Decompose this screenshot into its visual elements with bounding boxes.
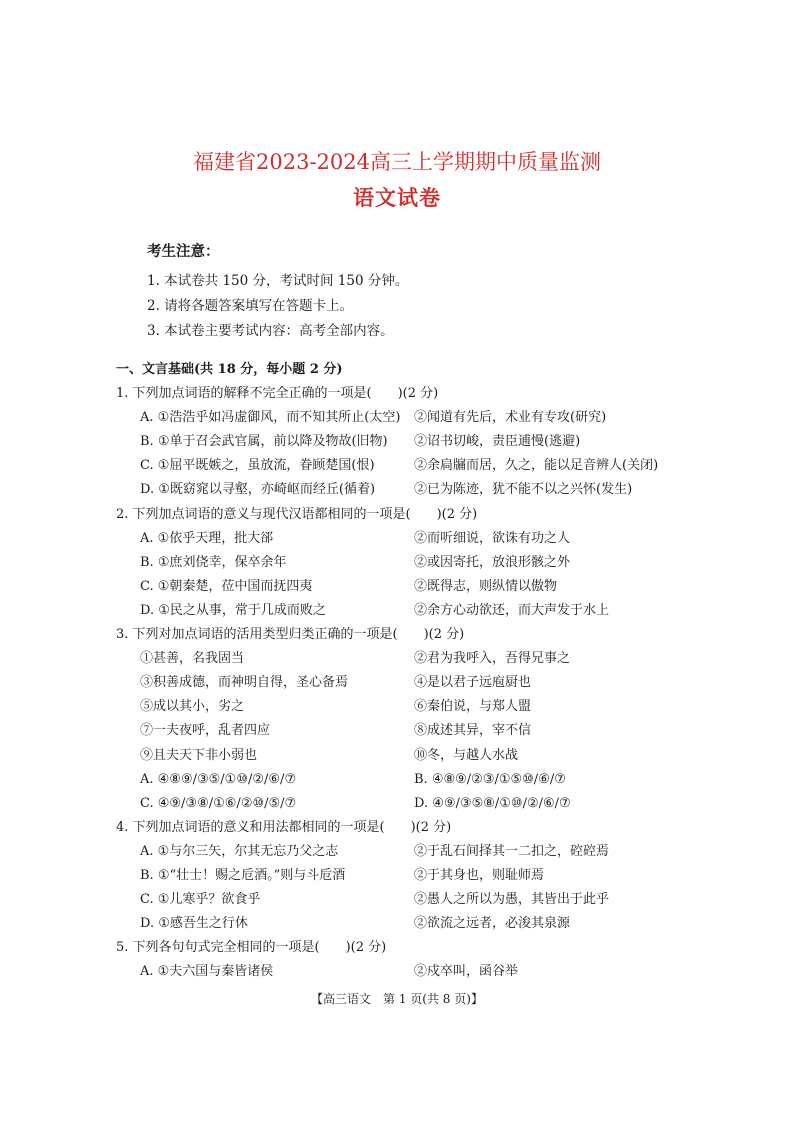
option-right: ②闻道有先后，术业有专攻(研究)	[414, 410, 607, 426]
option-left: D. ①既窈窕以寻壑，亦崎岖而经丘(循着)	[140, 482, 376, 498]
option-right: ②愚人之所以为愚，其皆出于此乎	[414, 892, 610, 908]
option-right: ④是以君子远庖厨也	[414, 675, 532, 691]
option-right: ⑧成述其异，宰不信	[414, 723, 532, 739]
question-3-option-row	[116, 768, 676, 792]
exam-subtitle: 语文试卷	[353, 185, 441, 210]
option-right: ⑥秦伯说，与郑人盟	[414, 699, 532, 715]
option-left: A. ④⑧⑨/③⑤/①⑩/②/⑥/⑦	[140, 771, 297, 787]
question-4-option-row	[116, 840, 676, 864]
notice-item-2: 2. 请将各题答案填写在答题卡上。	[147, 298, 354, 314]
question-content	[116, 358, 676, 984]
question-3-option-row	[116, 792, 676, 816]
option-left: ⑨且夫天下非小弱也	[140, 747, 258, 763]
question-1-option-row	[116, 430, 676, 454]
option-right: ②余扃牖而居，久之，能以足音辨人(关闭)	[414, 458, 659, 474]
question-1-option-row	[116, 478, 676, 502]
option-right: ②于乱石间择其一二扣之，硿硿焉	[414, 843, 610, 859]
option-left: B. ①“壮士！赐之卮酒。”则与斗卮酒	[140, 867, 346, 883]
option-right: ②已为陈迹，犹不能不以之兴怀(发生)	[414, 482, 633, 498]
option-left: ⑤成以其小，劣之	[140, 699, 245, 715]
question-4-option-row	[116, 912, 676, 936]
option-right: ②诏书切峻，责臣逋慢(逃避)	[414, 434, 581, 450]
option-left: D. ①感吾生之行休	[140, 916, 248, 932]
option-right: ②余方心动欲还，而大声发于水上	[414, 602, 610, 618]
option-left: C. ④⑨/③⑧/①⑥/②⑩/⑤/⑦	[140, 795, 297, 811]
option-left: ③积善成德，而神明自得，圣心备焉	[140, 675, 349, 691]
question-5-option-row	[116, 960, 676, 984]
option-left: B. ①庶刘侥幸，保卒余年	[140, 554, 287, 570]
option-left: A. ①浩浩乎如冯虚御风，而不知其所止(太空)	[140, 410, 401, 426]
notice-heading: 考生注意：	[147, 243, 220, 260]
option-right: ②或因寄托，放浪形骸之外	[414, 554, 571, 570]
option-right: B. ④⑧⑨/②③/①⑤⑩/⑥/⑦	[414, 771, 566, 787]
question-3-option-row	[116, 671, 676, 695]
question-1-option-row	[116, 454, 676, 478]
question-1-option-row	[116, 406, 676, 430]
question-2-option-row	[116, 575, 676, 599]
option-right: ②既得志，则纵情以傲物	[414, 578, 558, 594]
page-footer: 【高三语文 第 1 页(共 8 页)】	[311, 992, 483, 1006]
option-left: A. ①夫六国与秦皆诸侯	[140, 964, 274, 980]
exam-title: 福建省2023-2024高三上学期期中质量监测	[193, 150, 601, 174]
question-4-option-row	[116, 888, 676, 912]
question-3-option-row	[116, 695, 676, 719]
question-3-option-row	[116, 744, 676, 768]
option-right: ②戍卒叫，函谷举	[414, 964, 519, 980]
notice-block	[147, 240, 408, 344]
option-left: B. ①单于召会武官属，前以降及物故(旧物)	[140, 434, 388, 450]
option-right: ②而听细说，欲诛有功之人	[414, 530, 571, 546]
option-left: ⑦一夫夜呼，乱者四应	[140, 723, 271, 739]
question-1-stem: 1. 下列加点词语的解释不完全正确的一项是( )(2 分)	[116, 386, 439, 402]
notice-item-3: 3. 本试卷主要考试内容：高考全部内容。	[147, 323, 394, 339]
option-left: A. ①与尔三矢，尔其无忘乃父之志	[140, 843, 339, 859]
question-4-option-row	[116, 864, 676, 888]
question-4-stem: 4. 下列加点词语的意义和用法都相同的一项是( )(2 分)	[116, 819, 452, 835]
question-2-option-row	[116, 527, 676, 551]
question-2-stem: 2. 下列加点词语的意义与现代汉语都相同的一项是( )(2 分)	[116, 506, 478, 522]
section-heading: 一、文言基础(共 18 分，每小题 2 分)	[116, 362, 343, 377]
question-3-option-row	[116, 647, 676, 671]
question-2-option-row	[116, 551, 676, 575]
option-left: C. ①屈平既嫉之，虽放流，眷顾楚国(恨)	[140, 458, 375, 474]
question-3-option-row	[116, 719, 676, 743]
option-left: A. ①依乎天理，批大郤	[140, 530, 274, 546]
option-left: D. ①民之从事，常于几成而败之	[140, 602, 326, 618]
option-left: C. ①儿寒乎？欲食乎	[140, 892, 261, 908]
option-right: D. ④⑨/③⑤⑧/①⑩/②/⑥/⑦	[414, 795, 571, 811]
question-3-stem: 3. 下列对加点词语的活用类型归类正确的一项是( )(2 分)	[116, 627, 465, 643]
question-5-stem: 5. 下列各句句式完全相同的一项是( )(2 分)	[116, 940, 387, 956]
option-right: ②君为我呼入，吾得兄事之	[414, 651, 571, 667]
option-right: ⑩冬，与越人水战	[414, 747, 519, 763]
question-2-option-row	[116, 599, 676, 623]
option-left: C. ①朝秦楚，莅中国而抚四夷	[140, 578, 313, 594]
option-right: ②欲流之远者，必浚其泉源	[414, 916, 571, 932]
notice-item-1: 1. 本试卷共 150 分，考试时间 150 分钟。	[147, 273, 409, 289]
option-left: ①甚善，名我固当	[140, 651, 245, 667]
option-right: ②于其身也，则耻师焉	[414, 867, 545, 883]
